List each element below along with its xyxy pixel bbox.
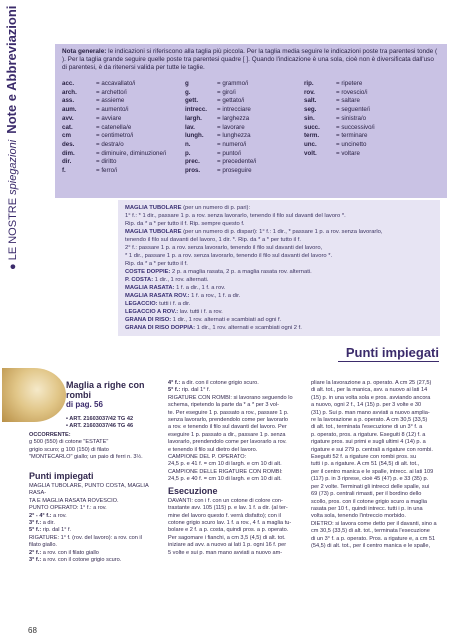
abbreviation-meaning: = giro/i (217, 88, 236, 96)
abbreviation-item (304, 89, 375, 98)
abbreviation-item (185, 106, 256, 115)
stitch-line: LEGACCIO: tutti i f. a dir. (125, 301, 191, 307)
abbreviation-key: n. (185, 140, 191, 148)
column-3 (311, 380, 451, 550)
abbreviation-meaning: = diritto (96, 158, 117, 166)
text-line: di alt. tot., per la manica, avv. a nuovo ai lati 14 (311, 387, 428, 394)
abbreviation-item (62, 150, 166, 159)
abbreviation-item (304, 80, 375, 89)
text-line: OCCORRENTE: (29, 432, 71, 438)
text-line: di alt. tot., terminata l'esecuzione di un 3° f. a (311, 424, 423, 431)
text-line: 3° f.: a dir. (29, 520, 55, 527)
text-line: 3° f.: a rov. con il cotone grigio scuro. (29, 557, 122, 564)
section-title: Punti impiegati (338, 345, 439, 362)
text-line: grigio scuro; g 100 (150) di filato (29, 446, 109, 453)
text-line: 5° f.: rip. dal 1° f. (168, 387, 211, 394)
abbreviation-item (304, 115, 375, 124)
text-line: (31) p. Sui p. man mano avviati a nuovo amplia- (311, 409, 430, 416)
abbreviation-meaning: = ripetere (336, 80, 363, 87)
stitch-line: COSTE DOPPIE: 2 p. a maglia rasata, 2 p. a maglia rasata rov. alternati. (125, 269, 312, 275)
text-line: RIGATURE: 1° f. (rov. del lavoro): a rov. con il (29, 534, 142, 541)
stitch-line: MAGLIA TUBOLARE (per un numero di p. pari): (125, 205, 251, 211)
abbreviation-column (185, 80, 256, 176)
side-italic: spiegazioni (7, 139, 19, 195)
abbreviation-key: acc. (62, 80, 75, 87)
text-line: trastante avv. 105 (115) p. e lav. 1 f. a dir. (al ter- (168, 505, 288, 512)
abbreviation-key: cat. (62, 123, 73, 131)
abbreviation-item (304, 97, 375, 106)
stitch-line: MAGLIA RASATA ROV.: 1 f. a rov., 1 f. a dir. (125, 293, 241, 299)
abbreviation-meaning: = voltare (336, 149, 360, 157)
abbreviation-item (62, 167, 166, 176)
abbreviation-meaning: = accavallato/i (96, 80, 136, 87)
abbreviation-item (62, 80, 166, 89)
text-line: CAMPIONE DEL P. OPERATO: (168, 454, 247, 461)
text-line: g 500 (550) di cotone "ESTATE" (29, 439, 109, 446)
text-line: p. operato, pros. a rigature. Eseguiti 8 (12) f. a (311, 431, 426, 438)
abbreviation-meaning: = uncinetto (336, 140, 367, 148)
stitch-line: P. COSTA: 1 dir., 1 rov. alternati. (125, 277, 209, 283)
bullet-icon: ● (7, 263, 19, 270)
abbreviation-key: pros. (185, 167, 201, 175)
stitch-line: Rip. da * a * per tutto il f. Rip. sempre questo f. (125, 221, 245, 227)
abbreviation-key: term. (304, 132, 320, 140)
abbreviation-key: intrecc. (185, 106, 208, 114)
stitch-line: MAGLIA RASATA: 1 f. a dir., 1 f. a rov. (125, 285, 226, 291)
abbreviation-meaning: = seguente/i (336, 106, 370, 114)
abbreviation-meaning: = punto/i (217, 149, 241, 157)
abbreviation-column (62, 80, 166, 176)
text-line: PUNTO OPERATO: 1° f.: a rov. (29, 505, 107, 512)
text-line: DIETRO: si lavora come detto per il davanti, sino a (311, 520, 437, 527)
abbreviation-meaning: = grammo/i (217, 80, 249, 87)
abbreviation-key: lungh. (185, 132, 204, 140)
text-line: (54,5) di alt. tot., per il centro manica e le spalle, (311, 542, 431, 549)
text-line: re la lavorazione a p. operato. A cm 30,5 (33,5) (311, 417, 428, 424)
abbreviation-item (62, 106, 166, 115)
text-line (29, 462, 163, 469)
project-title: Maglia a righe con rombi (66, 380, 145, 400)
abbreviation-key: dim. (62, 149, 75, 157)
section-heading: Note e Abbreviazioni (4, 5, 19, 134)
abbreviation-key: rip. (304, 80, 314, 87)
text-line: 24,5 p. e 41 f. = cm 10 di largh. e cm 10 di alt. (168, 461, 282, 468)
abbreviation-key: f. (62, 167, 66, 175)
text-line: rigature pros. sui primi e sugli ultimi 4 (14) p. a (311, 439, 426, 446)
text-line: "MONTECARLO" giallo; un paio di ferri n. 3½. (29, 454, 143, 461)
text-line: 69 (73) p. centrali rimasti, per il bordino dello (311, 491, 422, 498)
abbreviation-meaning: = lunghezza (217, 132, 251, 140)
text-line: a nuovo, ogni 2 f., 14 (15) p. per 3 volte e 30 (311, 402, 422, 409)
text-line: RIGATURE CON ROMBI: si lavorano seguendo lo (168, 394, 293, 401)
text-line: senza lavorarlo, prendendolo come per lavorarlo (168, 417, 289, 424)
abbreviation-meaning: = centimetro/i (96, 132, 134, 140)
column-2 (168, 380, 308, 557)
abbreviation-item (185, 115, 256, 124)
text-line: per 2 volte. Terminati gli intrecci delle spalle, sui (311, 483, 430, 490)
stitch-line: GRANA DI RISO: 1 dir., 1 rov. alternati e scambiati ad ogni f. (125, 317, 282, 323)
abbreviation-meaning: = aumento/i (96, 106, 129, 114)
side-prefix: LE NOSTRE (7, 197, 19, 261)
abbreviation-item (62, 89, 166, 98)
abbreviation-item (185, 124, 256, 133)
abbreviation-item (62, 124, 166, 133)
garment-photo (2, 368, 66, 422)
stitch-line: Rip. da * a * per tutto il f. (125, 261, 188, 267)
abbreviation-meaning: = terminare (336, 132, 368, 140)
abbreviation-meaning: = assieme (96, 97, 125, 105)
text-line: Eseguiti 52 f. a rigature con rombi pros. su (311, 454, 417, 461)
abbreviation-meaning: = gettato/i (217, 97, 245, 105)
text-line: 2° - 4° f.: a rov. (29, 512, 67, 519)
stitch-line: MAGLIA TUBOLARE (per un numero di p. dispari): 1° f.: 1 dir., * passare 1 p. a rov. senza lavorarlo, (125, 229, 383, 235)
page-ref: di pag. 56 (66, 400, 103, 409)
text-line: MAGLIA TUBOLARE, PUNTO COSTA, MAGLIA RASA- (29, 483, 149, 497)
abbreviation-meaning: = rovescio/i (336, 88, 368, 96)
abbreviation-item (185, 167, 256, 176)
article-2: • ART. 21603037/46 TG 46 (66, 423, 134, 430)
abbreviation-key: arch. (62, 88, 77, 96)
abbreviation-key: gett. (185, 97, 199, 105)
stitch-line: * 1 dir., passare 1 p. a rov. senza lavorarlo, tenendo il filo sul davanti del lavoro *. (125, 253, 333, 259)
abbreviation-meaning: = ferro/i (96, 167, 118, 175)
stitch-line: LEGACCIO A ROV.: lav. tutti i f. a rov. (125, 309, 223, 315)
text-line: DAVANTI: con i f. con un cotone di colore con- (168, 497, 283, 504)
abbreviation-key: sin. (304, 114, 315, 122)
stitch-line: tenendo il filo sul davanti del lavoro, 1 dir. *. Rip. da * a * per tutto il f. (125, 237, 301, 243)
text-line: bolare e 2 f. a p. costa, quindi pros. a p. operato. (168, 527, 289, 534)
stitch-line: GRANA DI RISO DOPPIA: 1 dir., 1 rov. alternati e scambiati ogni 2 f. (125, 325, 302, 331)
text-line: 5 volte e sui p. man mano avviati a nuovo am- (168, 549, 283, 556)
abbreviation-item (62, 158, 166, 167)
abbreviation-key: ass. (62, 97, 75, 105)
text-line: schema, ripetendo la parte da * a * per 3 vol- (168, 402, 280, 409)
text-line: rigature e sui 279 p. centrali a rigature con rombi. (311, 446, 433, 453)
page-number: 68 (28, 626, 37, 635)
text-line: 24,5 p. e 40 f. = cm 10 di largh. e cm 10 di alt. (168, 476, 282, 483)
abbreviation-item (304, 106, 375, 115)
abbreviation-key: unc. (304, 140, 317, 148)
abbreviation-key: rov. (304, 88, 315, 96)
project-header (66, 380, 156, 431)
abbreviation-key: g. (185, 88, 191, 96)
abbreviation-item (304, 124, 375, 133)
text-line: volta sola, tenendo l'intreccio morbido. (311, 513, 406, 520)
abbreviation-key: avv. (62, 114, 74, 122)
abbreviation-key: dir. (62, 158, 72, 166)
column-1 (29, 432, 163, 565)
abbreviation-item (304, 132, 375, 141)
abbreviation-key: largh. (185, 114, 202, 122)
side-header (4, 5, 26, 270)
abbreviation-item (185, 132, 256, 141)
abbreviation-item (185, 141, 256, 150)
abbreviation-meaning: = avviare (96, 114, 122, 122)
abbreviation-key: seg. (304, 106, 317, 114)
abbreviation-item (304, 141, 375, 150)
text-line: te. Per eseguire 1 p. passato a rov., passare 1 p. (168, 409, 289, 416)
text-line: Per sagomare i fianchi, a cm 3,5 (4,5) di alt. tot. (168, 534, 286, 541)
text-line: tutti i p. a rigature. A cm 51 (54,5) di alt. tot., (311, 461, 420, 468)
abbreviation-meaning: = archetto/i (96, 88, 127, 96)
text-line: lavorarlo, prendendolo come per lavorarlo a rov. (168, 439, 287, 446)
abbreviation-key: lav. (185, 123, 195, 131)
general-note: Nota generale: le indicazioni si riferiscono alla taglia più piccola. Per la taglia media seguire le indicazioni poste tra parentesi tonde ( ). Per la taglia grande seguire quelle poste tra parentesi quadre [ ]. Quando l'indicazione è una sola, cioè non è diversificata dall'uso di parentesi, è da ritenersi valida per tutte le taglie. (62, 48, 438, 71)
text-line: 4° f.: a dir. con il cotone grigio scuro. (168, 380, 259, 386)
abbreviation-key: prec. (185, 158, 200, 166)
abbreviation-meaning: = precedente/i (217, 158, 257, 166)
abbreviation-meaning: = saltare (336, 97, 360, 105)
text-line: scollo, pros. con il cotone grigio scuro a maglia (311, 498, 427, 505)
text-line: cotone grigio scuro lav. 1 f. a rov., 4 f. a maglia tu- (168, 519, 292, 526)
stitches-box (118, 200, 440, 336)
text-line: e tenendo il filo sul dietro del lavoro. (168, 446, 258, 453)
abbreviation-item (185, 89, 256, 98)
text-line: rasata per 10 f., quindi intrecc. tutti i p. in una (311, 505, 423, 512)
abbreviation-meaning: = successivo/i (336, 123, 375, 131)
abbreviation-item (62, 132, 166, 141)
abbreviation-meaning: = larghezza (217, 114, 250, 122)
column-subtitle: Esecuzione (168, 485, 218, 496)
article-1: • ART. 21603037/42 TG 42 (66, 416, 134, 422)
abbreviation-key: des. (62, 140, 75, 148)
abbreviation-meaning: = diminuire, diminuzione/i (96, 149, 166, 157)
text-line: (117) p. in 3 riprese, cioè 45 (47) p. e 33 (35) p. (311, 476, 429, 483)
abbreviation-key: aum. (62, 106, 77, 114)
abbreviation-item (185, 150, 256, 159)
text-line: iniziare ad avv. a nuovo ai lati 1 p. ogni 16 f. per (168, 542, 287, 549)
abbreviation-key: salt. (304, 97, 317, 105)
abbreviation-item (62, 141, 166, 150)
text-line: (15) p. in una volta sola e pros. avviando ancora (311, 394, 431, 401)
abbreviation-key: cm (62, 132, 71, 140)
abbreviation-key: g (185, 80, 189, 87)
abbreviation-column (304, 80, 375, 158)
stitch-line: 2° f.: passare 1 p. a rov. senza lavorarlo, tenendo il filo sul davanti del lavoro, (125, 245, 323, 251)
stitch-line: 1° f.: * 1 dir., passare 1 p. a rov. senza lavorarlo, tenendo il filo sul davanti del lavoro *. (125, 213, 346, 219)
text-line: per il centro manica e le spalle, intrecc. ai lati 109 (311, 468, 434, 475)
abbreviation-item (62, 97, 166, 106)
abbreviation-item (62, 115, 166, 124)
abbreviation-meaning: = numero/i (217, 140, 247, 148)
abbreviation-meaning: = catenella/e (96, 123, 132, 131)
text-line: cm 30,5 (33,5) di alt. tot., terminata l'esecuzione (311, 528, 430, 535)
text-line: a rov. e tenendo il filo sul davanti del lavoro. Per (168, 424, 287, 431)
abbreviation-meaning: = lavorare (217, 123, 245, 131)
abbreviation-meaning: = destra/o (96, 140, 124, 148)
abbreviation-item (304, 150, 375, 159)
abbreviation-meaning: = intrecciare (217, 106, 251, 114)
text-line: 5° f.: rip. dal 1° f. (29, 527, 72, 534)
abbreviation-meaning: = sinistra/o (336, 114, 367, 122)
text-line: eseguire 1 p. passato a dir., passare 1 p. senza (168, 431, 286, 438)
abbreviation-key: volt. (304, 149, 317, 157)
text-line: filato giallo. (29, 542, 57, 549)
text-line: CAMPIONE DELLE RIGATURE CON ROMBI: (168, 468, 283, 475)
text-line: pliare la lavorazione a p. operato. A cm 25 (27,5) (311, 380, 432, 386)
abbreviation-item (185, 97, 256, 106)
text-line: 2° f.: a rov. con il filato giallo (29, 549, 99, 556)
column-subtitle: Punti impiegati (29, 471, 94, 482)
abbreviation-item (185, 158, 256, 167)
abbreviation-key: succ. (304, 123, 320, 131)
text-line: di un 3° f. a p. operato. Pros. a rigature e, a cm 51 (311, 535, 436, 542)
abbreviation-meaning: = proseguire (217, 167, 252, 175)
abbreviation-item (185, 80, 256, 89)
text-line: TA E MAGLIA RASATA ROVESCIO. (29, 497, 119, 504)
text-line: mine del lavoro questo f. verrà disfatto); con il (168, 512, 281, 519)
abbreviation-key: p. (185, 149, 191, 157)
